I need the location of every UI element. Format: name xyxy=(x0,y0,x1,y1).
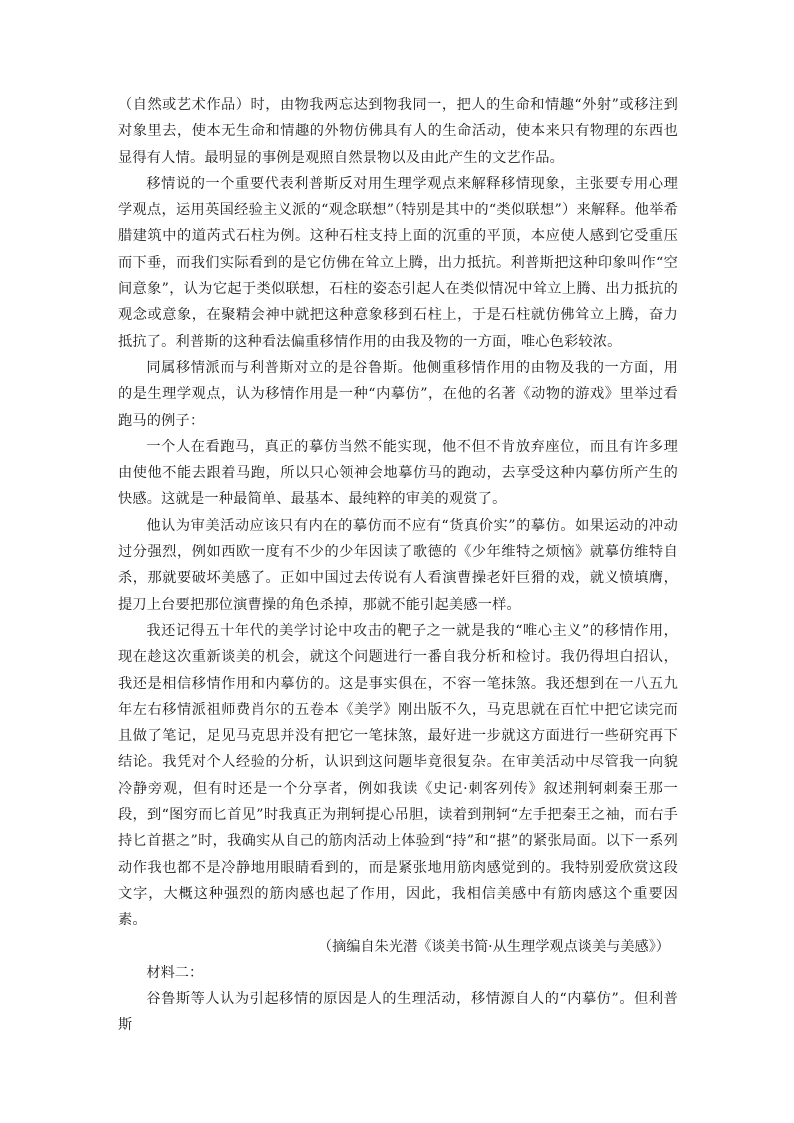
quoted-paragraph: 一个人在看跑马，真正的摹仿当然不能实现，他不但不肯放弃座位，而且有许多理由使他不能去跟着马跑，所以只心领神会地摹仿马的跑动，去享受这种内摹仿所产生的快感。这就是一种最简单、最基本、最纯粹的审美的观赏了。 xyxy=(118,438,678,508)
paragraph-7: 谷鲁斯等人认为引起移情的原因是人的生理活动，移情源自人的“内摹仿”。但利普斯 xyxy=(118,991,678,1034)
paragraph-2: 移情说的一个重要代表利普斯反对用生理学观点来解释移情现象，主张要专用心理学观点，运用英国经验主义派的“观念联想”（特别是其中的“类似联想”）来解释。他举希腊建筑中的道芮式石柱为例。这种石柱支持上面的沉重的平顶，本应使人感到它受重压而下垂，而我们实际看到的是它仿佛在耸立上腾，出力抵抗。利普斯把这种印象叫作“空间意象”，认为它起于类似联想，石柱的姿态引起人在类似情况中耸立上腾、出力抵抗的观念或意象，在聚精会神中就把这种意象移到石柱上，于是石柱就仿佛耸立上腾，奋力抵抗了。利普斯的这种看法偏重移情作用的由我及物的一方面，唯心色彩较浓。 xyxy=(118,175,678,350)
text-body xyxy=(118,92,678,1039)
paragraph-5: 他认为审美活动应该只有内在的摹仿而不应有“货真价实”的摹仿。如果运动的冲动过分强烈，例如西欧一度有不少的少年因读了歌德的《少年维特之烦恼》就摹仿维特自杀，那就要破坏美感了。正如中国过去传说有人看演曹操老奸巨猾的戏，就义愤填膺，提刀上台要把那位演曹操的角色杀掉，那就不能引起美感一样。 xyxy=(118,517,678,613)
paragraph-3: 同属移情派而与利普斯对立的是谷鲁斯。他侧重移情作用的由物及我的一方面，用的是生理学观点，认为移情作用是一种“内摹仿”，在他的名著《动物的游戏》里举过看跑马的例子： xyxy=(118,359,678,429)
paragraph-1: （自然或艺术作品）时，由物我两忘达到物我同一，把人的生命和情趣“外射”或移注到对象里去，使本无生命和情趣的外物仿佛具有人的生命活动，使本来只有物理的东西也显得有人情。最明显的事例是观照自然景物以及由此产生的文艺作品。 xyxy=(118,97,678,166)
paragraph-6: 我还记得五十年代的美学讨论中攻击的靶子之一就是我的“唯心主义”的移情作用，现在趁这次重新谈美的机会，就这个问题进行一番自我分析和检讨。我仍得坦白招认，我还是相信移情作用和内摹仿的。这是事实俱在，不容一笔抹煞。我还想到在一八五九年左右移情派祖师费肖尔的五卷本《美学》刚出版不久，马克思就在百忙中把它读完而且做了笔记，足见马克思并没有把它一笔抹煞，最好进一步就这方面进行一些研究再下结论。我凭对个人经验的分析，认识到这问题毕竟很复杂。在审美活动中尽管我一向貌冷静旁观，但有时还是一个分享者，例如我读《史记·刺客列传》叙述荆轲刺秦王那一段，到“图穷而匕首见”时我真正为荆轲提心吊胆，读着到荆轲“左手把秦王之袖，而右手持匕首揕之”时，我确实从自己的筋肉活动上体验到“持”和“揕”的紧张局面。以下一系列动作我也都不是冷静地用眼睛看到的，而是紧张地用筋肉感觉到的。我特别爱欣赏这段文字，大概这种强烈的筋肉感也起了作用，因此，我相信美感中有筋肉感这个重要因素。 xyxy=(118,622,678,929)
material-label: 材料二： xyxy=(146,964,204,981)
source-citation: （摘编自朱光潜《谈美书简·从生理学观点谈美与美感》） xyxy=(317,938,670,955)
